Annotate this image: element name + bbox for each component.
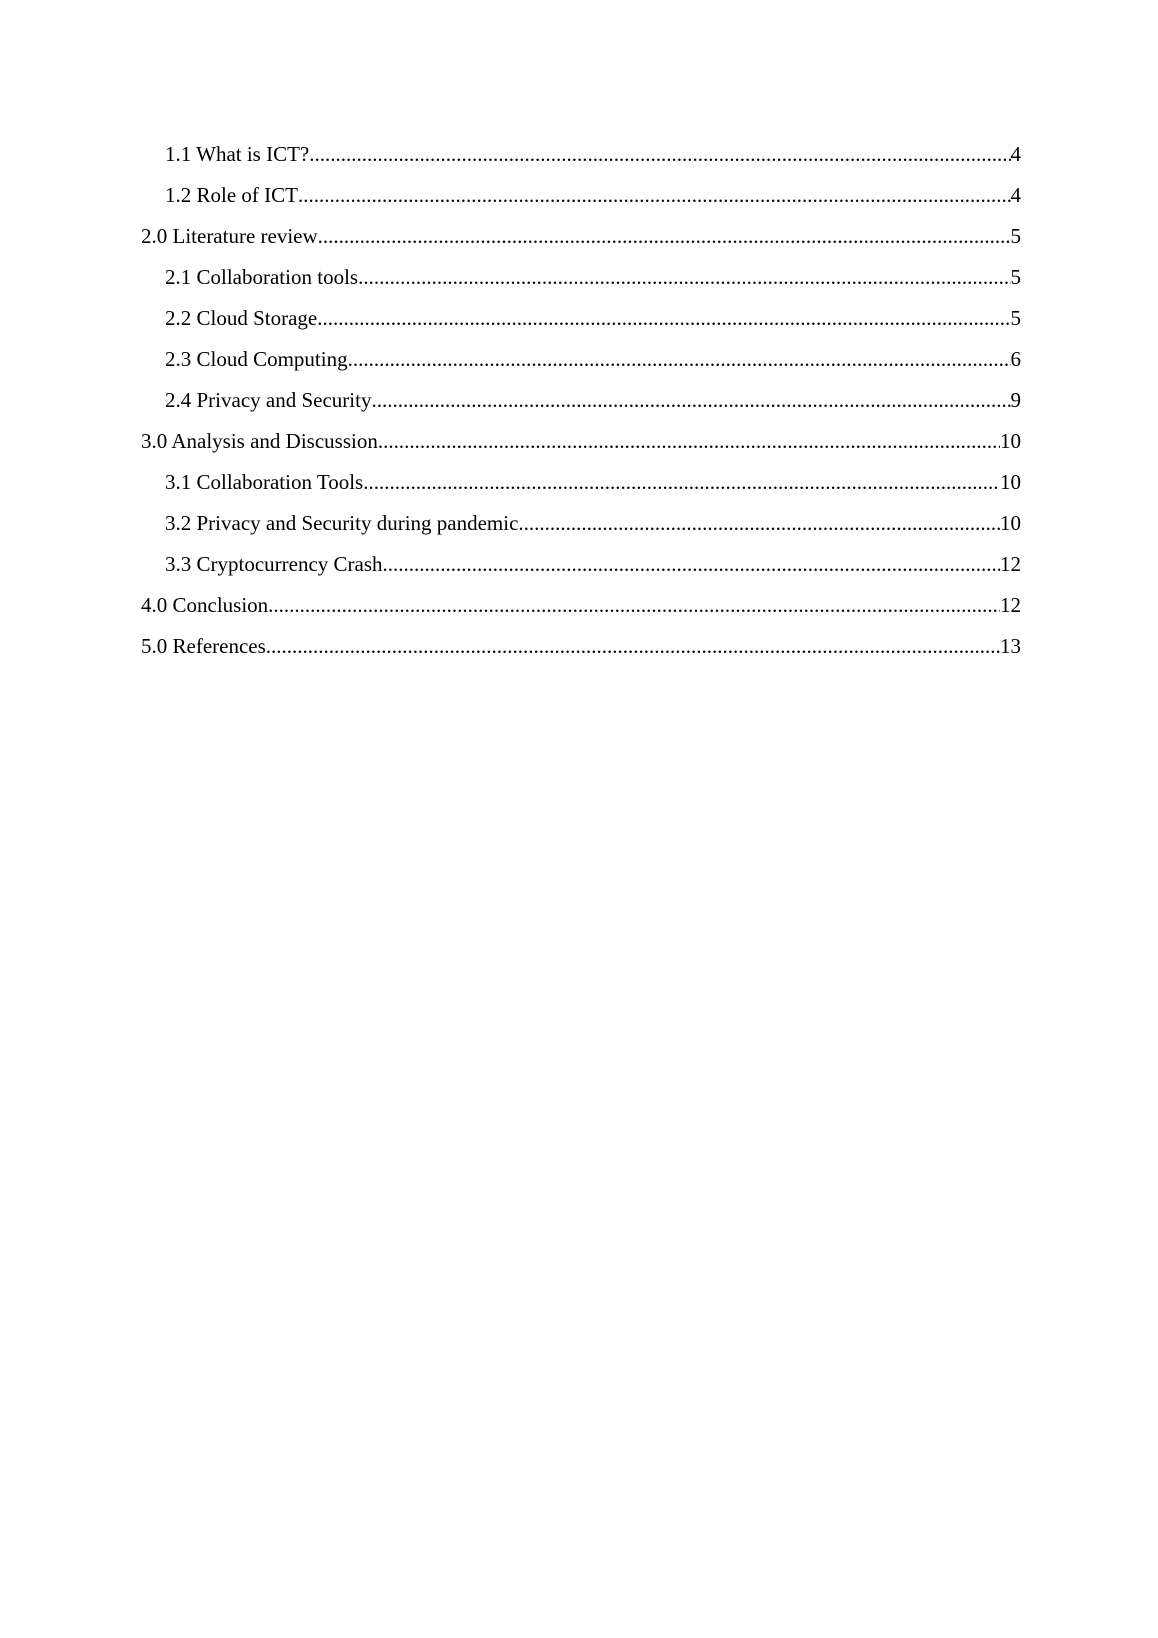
toc-entry-title: 2.1 Collaboration tools	[165, 265, 359, 289]
toc-entry-2-1[interactable]	[141, 257, 1021, 298]
toc-leader-dots	[266, 626, 1000, 667]
toc-entry-page: 9	[1010, 388, 1021, 412]
toc-entry-2-3[interactable]	[141, 339, 1021, 380]
toc-entry-page: 6	[1010, 347, 1021, 371]
toc-entry-title: 3.0 Analysis and Discussion	[141, 429, 378, 453]
toc-entry-title: 2.3 Cloud Computing	[165, 347, 348, 371]
toc-entry-3-0[interactable]	[141, 421, 1021, 462]
toc-entry-2-4[interactable]	[141, 380, 1021, 421]
toc-leader-dots	[371, 380, 1010, 421]
toc-entry-3-2[interactable]	[141, 503, 1021, 544]
toc-entry-2-2[interactable]	[141, 298, 1021, 339]
toc-leader-dots	[318, 216, 1011, 257]
toc-leader-dots	[378, 421, 1000, 462]
toc-leader-dots	[317, 298, 1010, 339]
toc-leader-dots	[309, 134, 1010, 175]
toc-leader-dots	[268, 585, 1000, 626]
toc-entry-page: 5	[1010, 265, 1021, 289]
toc-entry-title: 2.2 Cloud Storage	[165, 306, 318, 330]
toc-entry-title: 3.1 Collaboration Tools	[165, 470, 364, 494]
toc-leader-dots	[383, 544, 1000, 585]
toc-entry-1-1[interactable]	[141, 134, 1021, 175]
toc-entry-3-3[interactable]	[141, 544, 1021, 585]
toc-entry-3-1[interactable]	[141, 462, 1021, 503]
toc-leader-dots	[358, 257, 1010, 298]
toc-entry-4-0[interactable]	[141, 585, 1021, 626]
toc-leader-dots	[518, 503, 1000, 544]
toc-entry-page: 12	[1000, 593, 1021, 617]
toc-entry-5-0[interactable]	[141, 626, 1021, 667]
toc-leader-dots	[298, 175, 1011, 216]
toc-entry-1-2[interactable]	[141, 175, 1021, 216]
toc-entry-page: 10	[1000, 429, 1021, 453]
toc-entry-page: 12	[1000, 552, 1021, 576]
toc-entry-title: 3.2 Privacy and Security during pandemic	[165, 511, 519, 535]
toc-entry-title: 2.4 Privacy and Security	[165, 388, 372, 412]
toc-entry-page: 10	[1000, 511, 1021, 535]
toc-entry-title: 2.0 Literature review	[141, 224, 318, 248]
toc-entry-page: 4	[1010, 142, 1021, 166]
toc-entry-title: 1.1 What is ICT?	[165, 142, 310, 166]
toc-entry-title: 3.3 Cryptocurrency Crash	[165, 552, 383, 576]
toc-entry-page: 10	[1000, 470, 1021, 494]
toc-entry-title: 4.0 Conclusion	[141, 593, 269, 617]
toc-leader-dots	[363, 462, 1000, 503]
toc-entry-title: 1.2 Role of ICT	[165, 183, 298, 207]
toc-entry-page: 4	[1010, 183, 1021, 207]
toc-leader-dots	[348, 339, 1011, 380]
toc-entry-page: 13	[1000, 634, 1021, 658]
toc-entry-2-0[interactable]	[141, 216, 1021, 257]
table-of-contents	[141, 134, 1021, 667]
toc-entry-page: 5	[1010, 224, 1021, 248]
toc-entry-page: 5	[1010, 306, 1021, 330]
toc-entry-title: 5.0 References	[141, 634, 266, 658]
